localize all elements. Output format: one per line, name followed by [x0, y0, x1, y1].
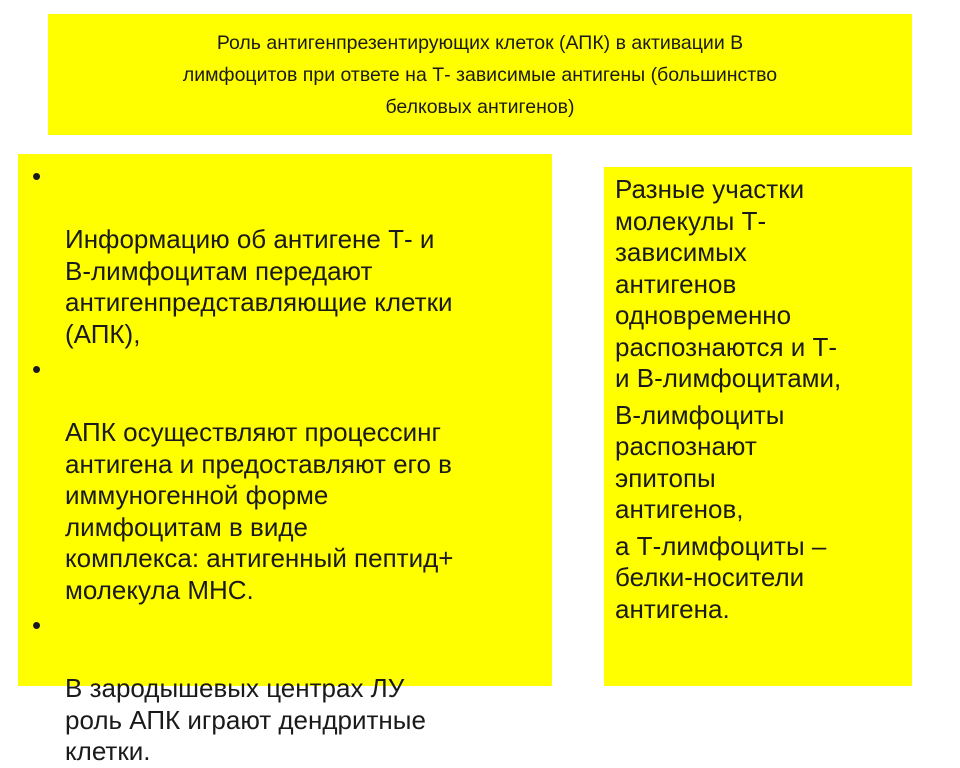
paragraph: Разные участки молекулы Т- зависимых антигенов одновременно распознаются и Т- и В-лимфоцитами, — [615, 174, 842, 393]
bullet-text: В зародышевых центрах ЛУ роль АПК играют дендритные клетки. — [65, 673, 426, 766]
paragraph: В-лимфоциты распознают эпитопы антигенов, — [615, 399, 785, 524]
paragraph: а Т-лимфоциты – белки-носители антигена. — [615, 530, 827, 624]
bullet-item — [32, 161, 544, 350]
right-content-box — [604, 167, 912, 686]
bullet-text: АПК осуществляют процессинг антигена и предоставляют его в иммуногенной форме лимфоцитам в виде комплекса: антигенный пептид+ молекула МНС. — [65, 417, 454, 605]
bullet-icon: • — [32, 354, 42, 384]
title-box — [48, 14, 912, 135]
left-content-box — [18, 154, 552, 766]
slide-title: Роль антигенпрезентирующих клеток (АПК) в активации В лимфоцитов при ответе на Т- зависимые антигены (большинство белковых антигенов) — [182, 31, 778, 118]
bullet-text: Информацию об антигене Т- и В-лимфоцитам передают антигенпредставляющие клетки (АПК), — [65, 224, 453, 349]
bullet-icon: • — [32, 161, 42, 191]
bullet-icon: • — [32, 610, 42, 640]
bullet-item — [32, 610, 544, 768]
bullet-list — [32, 161, 544, 768]
bullet-item — [32, 354, 544, 606]
